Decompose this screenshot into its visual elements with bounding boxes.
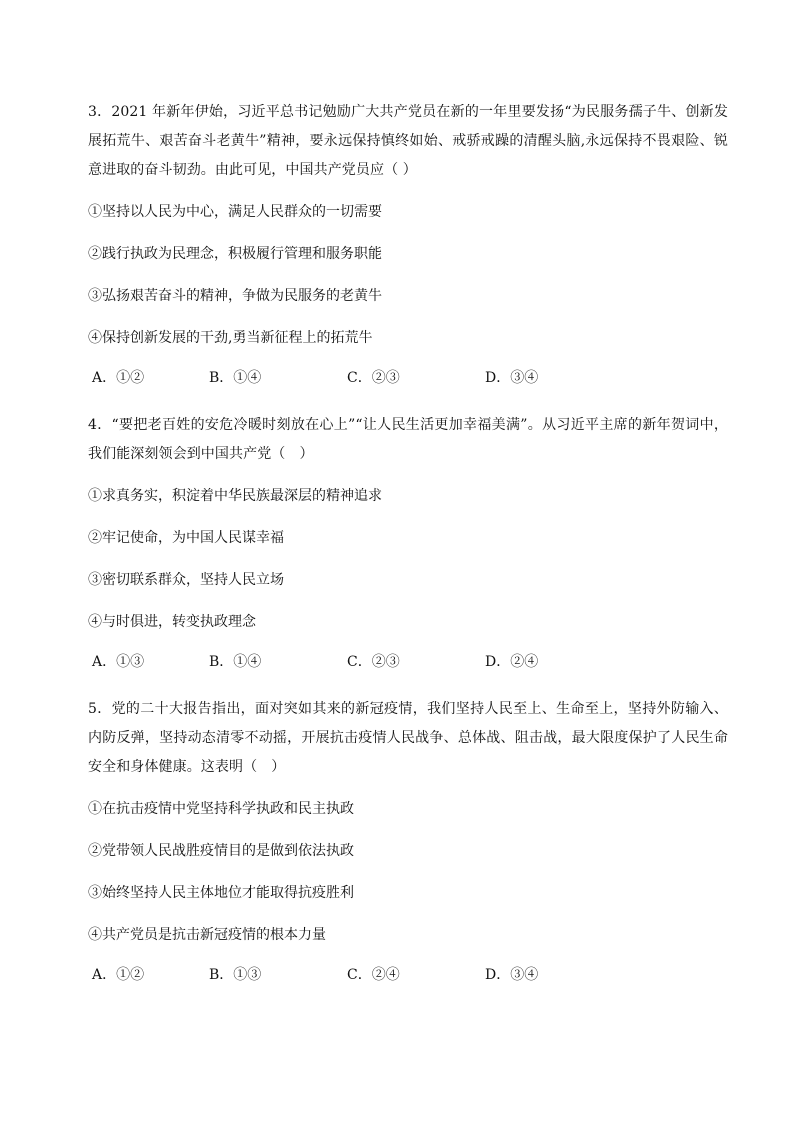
question-option: ③始终坚持人民主体地位才能取得抗疫胜利	[88, 885, 354, 901]
choice-c: C．②④	[347, 967, 400, 983]
choice-d: D．③④	[485, 370, 539, 386]
question-4	[88, 411, 728, 672]
answer-choices	[88, 965, 728, 985]
question-option: ①在抗击疫情中党坚持科学执政和民主执政	[88, 801, 354, 817]
answer-choices	[88, 652, 728, 672]
choice-c: C．②③	[347, 370, 400, 386]
choice-d: D．②④	[485, 654, 539, 670]
question-stem: 5．党的二十大报告指出，面对突如其来的新冠疫情，我们坚持人民至上、生命至上，坚持外防输入、内防反弹，坚持动态清零不动摇，开展抗击疫情人民战争、总体战、阻击战，最大限度保护了人民生命安全和身体健康。这表明（ ）	[88, 701, 728, 775]
question-stem: 3．2021 年新年伊始，习近平总书记勉励广大共产党员在新的一年里要发扬“为民服务孺子牛、创新发展拓荒牛、艰苦奋斗老黄牛”精神，要永远保持慎终如始、戒骄戒躁的清醒头脑,永远保持不畏艰险、锐意进取的奋斗韧劲。由此可见，中国共产党员应（ ）	[88, 104, 728, 178]
question-option: ③弘扬艰苦奋斗的精神，争做为民服务的老黄牛	[88, 288, 382, 304]
question-5	[88, 695, 728, 985]
choice-b: B．①④	[209, 654, 262, 670]
question-option: ②党带领人民战胜疫情目的是做到依法执政	[88, 843, 354, 859]
question-option: ④共产党员是抗击新冠疫情的根本力量	[88, 927, 326, 943]
question-option: ②牢记使命，为中国人民谋幸福	[88, 530, 284, 546]
question-option: ①求真务实，积淀着中华民族最深层的精神追求	[88, 488, 382, 504]
choice-a: A．①②	[92, 967, 145, 983]
question-option: ④与时俱进，转变执政理念	[88, 614, 256, 630]
question-option: ①坚持以人民为中心，满足人民群众的一切需要	[88, 204, 382, 220]
question-3	[88, 98, 728, 388]
choice-b: B．①③	[209, 967, 262, 983]
choice-d: D．③④	[485, 967, 539, 983]
choice-c: C．②③	[347, 654, 400, 670]
question-option: ③密切联系群众，坚持人民立场	[88, 572, 284, 588]
question-stem: 4．“要把老百姓的安危冷暖时刻放在心上”“让人民生活更加幸福美满”。从习近平主席的新年贺词中，我们能深刻领会到中国共产党（ ）	[88, 417, 728, 462]
choice-b: B．①④	[209, 370, 262, 386]
answer-choices	[88, 368, 728, 388]
question-option: ④保持创新发展的干劲,勇当新征程上的拓荒牛	[88, 330, 373, 346]
question-option: ②践行执政为民理念，积极履行管理和服务职能	[88, 246, 382, 262]
choice-a: A．①②	[92, 370, 145, 386]
choice-a: A．①③	[92, 654, 145, 670]
